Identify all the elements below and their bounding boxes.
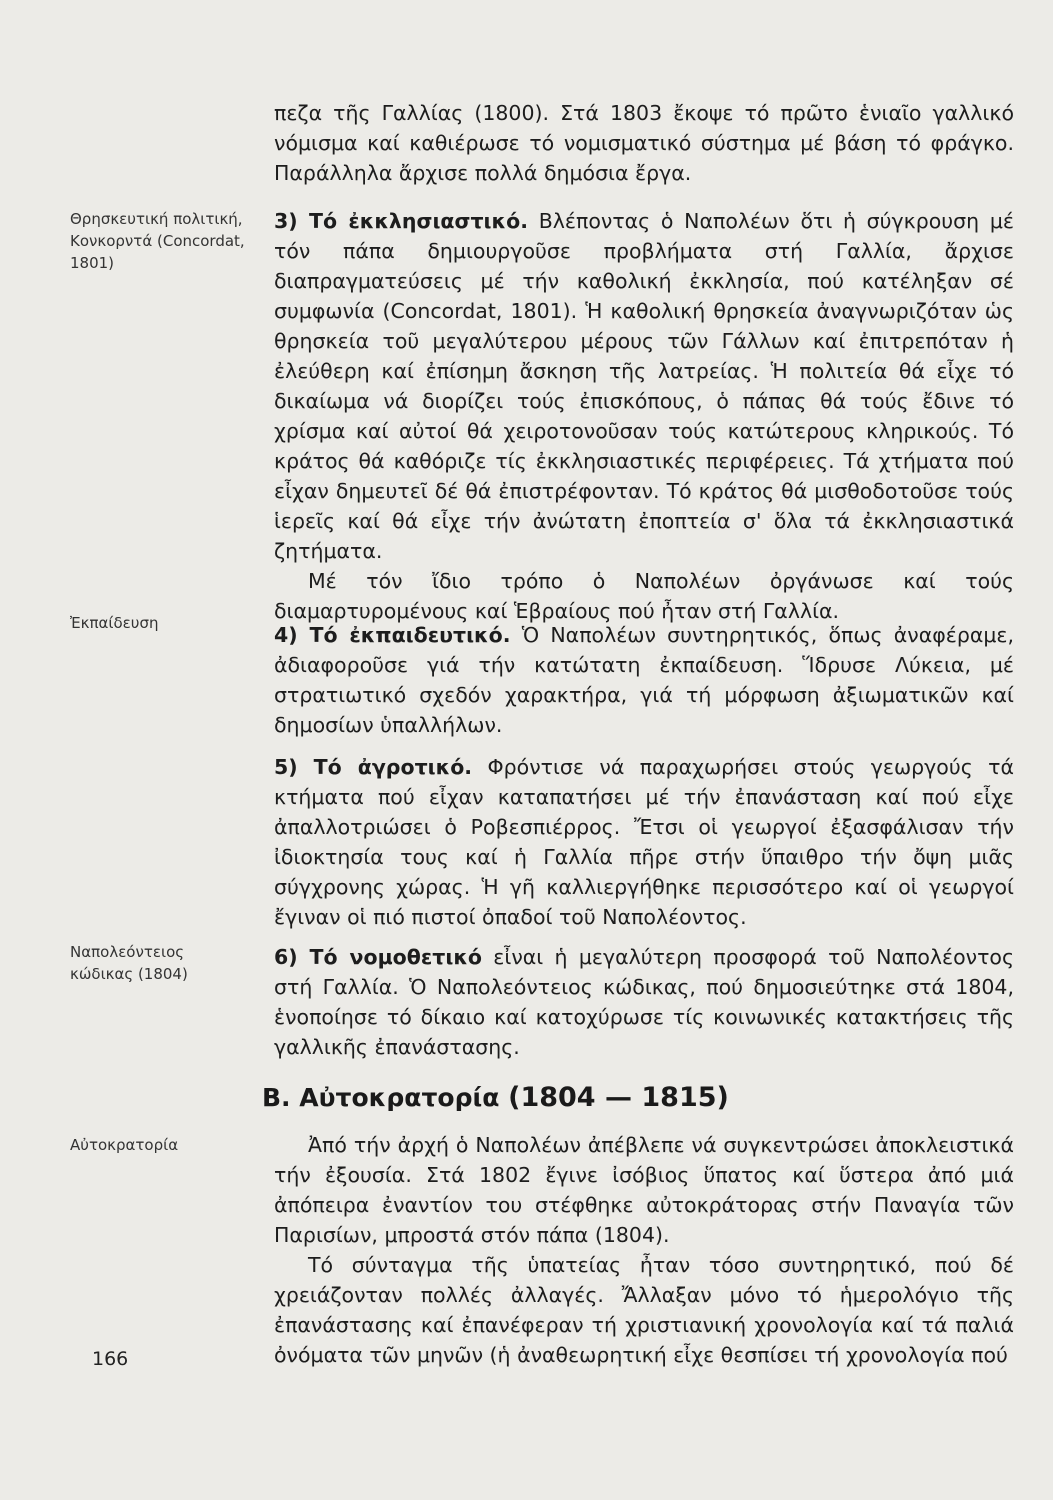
heading-empire-years: (1804 — 1815) [508,1082,729,1113]
section-legislative [274,942,1014,1062]
section-title: 3) Τό ἐκκλησιαστικό. [274,209,528,233]
section-extra-text: Μέ τόν ἴδιο τρόπο ὁ Ναπολέων ὀργάνωσε καί τούς διαμαρτυρομένους καί Ἑβραίους πού ἦταν στή Γαλλία. [274,569,1014,623]
margin-note-education: Ἐκπαίδευση [70,614,159,632]
section-text: Ὁ Ναπολέων συντηρητικός, ὅπως ἀναφέραμε, ἀδιαφοροῦσε γιά τήν κατώτατη ἐκπαίδευση. Ἵδρυσε Λύκεια, μέ στρατιωτικό σχεδόν χαρακτήρα, γιά τή μόρφωση ἀξιωματικῶν καί δημοσίων ὑπαλλήλων. [274,623,1014,737]
empire-paragraph-1: Ἀπό τήν ἀρχή ὁ Ναπολέων ἀπέβλεπε νά συγκεντρώσει ἀποκλειστικά τήν ἐξουσία. Στά 1802 ἔγινε ἰσόβιος ὕπατος καί ὕστερα ἀπό μιά ἀπόπειρα ἐναντίον του στέφθηκε αὐτοκράτορας στήν Παναγία τῶν Παρισίων, μπροστά στόν πάπα (1804). [274,1133,1014,1247]
intro-paragraph [274,98,1014,188]
section-text: Φρόντισε νά παραχωρήσει στούς γεωργούς τά κτήματα πού εἶχαν καταπατήσει μέ τήν ἐπανάσταση καί πού εἶχε ἀπαλλοτριώσει ὁ Ροβεσπιέρρος. Ἔτσι οἱ γεωργοί ἐξασφάλισαν τήν ἰδιοκτησία τους καί ἡ Γαλλία πῆρε στήν ὕπαιθρο τήν ὄψη μιᾶς σύγχρονης χώρας. Ἡ γῆ καλλιεργήθηκε περισσότερο καί οἱ γεωργοί ἔγιναν οἱ πιό πιστοί ὀπαδοί τοῦ Ναπολέοντος. [274,755,1014,929]
empire-paragraphs [274,1130,1014,1370]
intro-text: πεζα τῆς Γαλλίας (1800). Στά 1803 ἔκοψε τό πρῶτο ἑνιαῖο γαλλικό νόμισμα καί καθιέρωσε τό νομισματικό σύστημα μέ βάση τό φράγκο. Παράλληλα ἄρχισε πολλά δημόσια ἔργα. [274,101,1014,185]
heading-empire [262,1082,729,1113]
section-title: 5) Τό ἀγροτικό. [274,755,473,779]
empire-paragraph-2: Τό σύνταγμα τῆς ὑπατείας ἦταν τόσο συντηρητικό, πού δέ χρειάζονταν πολλές ἀλλαγές. Ἄλλαξαν μόνο τό ἡμερολόγιο τῆς ἐπανάστασης καί ἐπανέφεραν τή χριστιανική χρονολογία καί τά παλιά ὀνόματα τῶν μηνῶν (ἡ ἀναθεωρητική εἶχε θεσπίσει τή χρονολογία πού [274,1253,1014,1367]
section-title: 6) Τό νομοθετικό [274,945,482,969]
page-number: 166 [92,1348,129,1370]
heading-empire-label: Β. Αὐτοκρατορία [262,1083,500,1112]
section-agrarian [274,752,1014,932]
section-text: εἶναι ἡ μεγαλύτερη προσφορά τοῦ Ναπολέοντος στή Γαλλία. Ὁ Ναπολεόντειος κώδικας, πού δημοσιεύτηκε στά 1804, ἑνοποίησε τό δίκαιο καί κατοχύρωσε τίς κοινωνικές κατακτήσεις τῆς γαλλικῆς ἐπανάστασης. [274,945,1014,1059]
margin-note-empire: Αὐτοκρατορία [70,1136,179,1154]
section-ecclesiastical [274,206,1014,626]
margin-note-napoleonic-code: Ναπολεόντειος κώδικας (1804) [70,943,188,983]
margin-note-religious-policy: Θρησκευτική πολιτική, Κονκορντά (Concordat, 1801) [70,210,245,272]
section-education [274,620,1014,740]
section-text: Βλέποντας ὁ Ναπολέων ὅτι ἡ σύγκρουση μέ τόν πάπα δημιουργοῦσε προβλήματα στή Γαλλία, ἄρχισε διαπραγματεύσεις μέ τήν καθολική ἐκκλησία, πού κατέληξαν σέ συμφωνία (Concordat, 1801). Ἡ καθολική θρησκεία ἀναγνωριζόταν ὡς θρησκεία τοῦ μεγαλύτερου μέρους τῶν Γάλλων καί ἐπιτρεπόταν ἡ ἐλεύθερη καί ἐπίσημη ἄσκηση τῆς λατρείας. Ἡ πολιτεία θά εἶχε τό δικαίωμα νά διορίζει τούς ἐπισκόπους, ὁ πάπας θά τούς ἔδινε τό χρίσμα καί αὐτοί θά χειροτονοῦσαν τούς κατώτερους κληρικούς. Τό κράτος θά καθόριζε τίς ἐκκλησιαστικές περιφέρειες. Τά χτήματα πού εἶχαν δημευτεῖ δέ θά ἐπιστρέφονταν. Τό κράτος θά μισθοδοτοῦσε τούς ἱερεῖς καί θά εἶχε τήν ἀνώτατη ἐποπτεία σ' ὅλα τά ἐκκλησιαστικά ζητήματα. [274,209,1014,563]
section-title: 4) Τό ἐκπαιδευτικό. [274,623,511,647]
